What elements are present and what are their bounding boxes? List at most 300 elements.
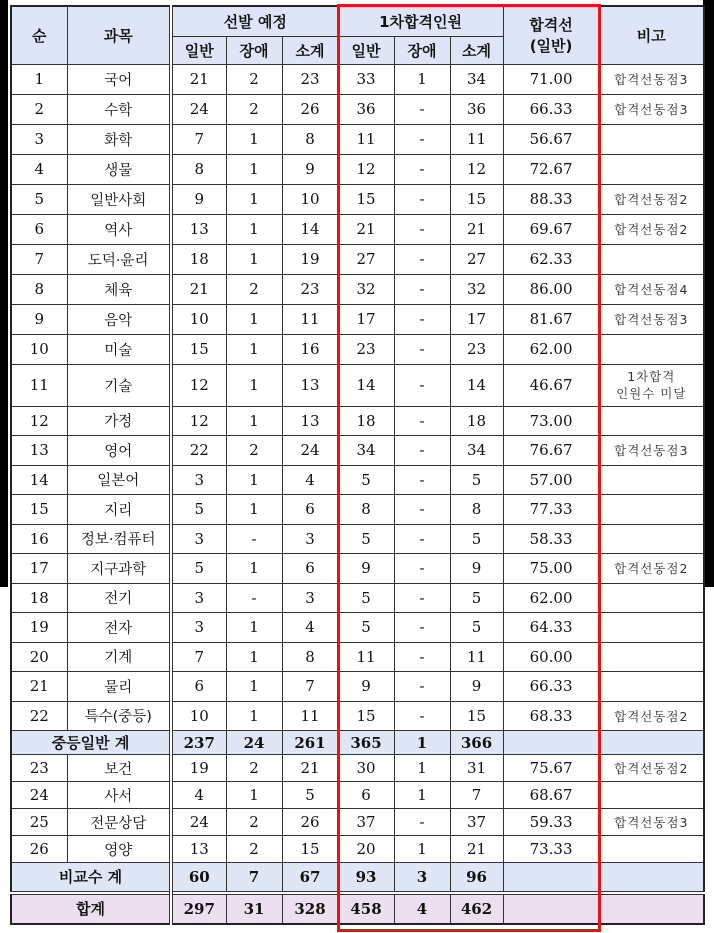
row-cutoff: 86.00 [503,274,599,304]
row-f-dis: - [394,214,450,244]
row-p-gen: 22 [171,436,226,466]
row-note: 합격선동점2 [599,554,704,584]
row-cutoff: 59.33 [503,809,599,836]
row-note [599,465,704,495]
row-p-dis: 1 [226,613,282,643]
row-note [599,863,704,893]
row-f-gen: 458 [338,893,394,924]
row-f-sub: 23 [450,334,503,364]
row-subject: 미술 [67,334,171,364]
row-cutoff: 75.00 [503,554,599,584]
row-p-dis: 31 [226,893,282,924]
row-p-dis: - [226,583,282,613]
row-f-dis: - [394,184,450,214]
row-p-sub: 13 [282,406,338,436]
row-cutoff: 88.33 [503,184,599,214]
row-p-dis: 1 [226,495,282,525]
row-f-sub: 11 [450,124,503,154]
row-p-dis: 1 [226,214,282,244]
row-f-gen: 6 [338,782,394,809]
row-p-dis: - [226,524,282,554]
row-f-gen: 17 [338,304,394,334]
row-no: 6 [11,214,67,244]
row-note: 합격선동점3 [599,64,704,94]
row-cutoff: 73.33 [503,836,599,863]
row-f-gen: 8 [338,495,394,525]
row-subject: 영양 [67,836,171,863]
table-row [11,465,704,495]
row-f-dis: - [394,274,450,304]
row-f-dis: - [394,304,450,334]
row-p-gen: 21 [171,64,226,94]
row-p-dis: 2 [226,436,282,466]
row-p-gen: 3 [171,524,226,554]
row-p-gen: 19 [171,755,226,782]
row-p-gen: 12 [171,364,226,406]
row-note: 합격선동점3 [599,436,704,466]
table-row [11,809,704,836]
black-margin-left [0,0,8,587]
row-p-gen: 24 [171,94,226,124]
row-f-dis: - [394,495,450,525]
row-f-sub: 36 [450,94,503,124]
row-note [599,583,704,613]
row-p-gen: 6 [171,672,226,702]
row-f-sub: 8 [450,495,503,525]
header-first-disabled: 장애 [394,36,450,64]
row-f-sub: 15 [450,701,503,731]
row-p-dis: 2 [226,64,282,94]
table-row [11,554,704,584]
row-note: 합격선동점2 [599,701,704,731]
row-no: 11 [11,364,67,406]
row-f-sub: 21 [450,214,503,244]
row-f-dis: - [394,701,450,731]
row-f-gen: 5 [338,465,394,495]
row-f-sub: 9 [450,672,503,702]
row-f-sub: 5 [450,583,503,613]
row-subject: 도덕·윤리 [67,244,171,274]
row-p-dis: 1 [226,554,282,584]
row-label: 합계 [11,893,171,924]
row-label: 중등일반 계 [11,731,171,755]
header-planned: 선발 예정 [171,6,338,36]
row-p-gen: 3 [171,583,226,613]
row-note: 합격선동점3 [599,304,704,334]
row-f-dis: 1 [394,782,450,809]
row-note [599,731,704,755]
row-note: 합격선동점4 [599,274,704,304]
row-no: 21 [11,672,67,702]
row-note: 합격선동점3 [599,809,704,836]
row-f-gen: 14 [338,364,394,406]
row-subject: 보건 [67,755,171,782]
row-p-sub: 7 [282,672,338,702]
table-row [11,154,704,184]
row-p-gen: 13 [171,836,226,863]
row-p-gen: 10 [171,701,226,731]
row-subject: 역사 [67,214,171,244]
row-note [599,893,704,924]
row-no: 18 [11,583,67,613]
row-p-sub: 9 [282,154,338,184]
row-f-gen: 21 [338,214,394,244]
row-p-gen: 7 [171,642,226,672]
row-note [599,836,704,863]
row-p-dis: 1 [226,244,282,274]
row-note [599,495,704,525]
row-p-sub: 3 [282,583,338,613]
table-row [11,94,704,124]
row-p-sub: 26 [282,94,338,124]
row-f-gen: 11 [338,124,394,154]
row-f-dis: - [394,642,450,672]
row-note [599,364,704,406]
row-f-gen: 37 [338,809,394,836]
header-planned-disabled: 장애 [226,36,282,64]
row-p-gen: 13 [171,214,226,244]
row-p-sub: 67 [282,863,338,893]
row-p-gen: 5 [171,554,226,584]
row-p-gen: 237 [171,731,226,755]
row-p-sub: 4 [282,613,338,643]
row-no: 22 [11,701,67,731]
row-p-dis: 2 [226,274,282,304]
row-f-sub: 15 [450,184,503,214]
row-cutoff: 60.00 [503,642,599,672]
row-p-gen: 3 [171,613,226,643]
row-p-sub: 19 [282,244,338,274]
header-no: 순 [11,6,67,64]
row-f-dis: - [394,809,450,836]
row-p-sub: 11 [282,701,338,731]
row-note: 합격선동점2 [599,214,704,244]
row-f-gen: 30 [338,755,394,782]
table-row [11,836,704,863]
row-p-dis: 1 [226,184,282,214]
row-p-sub: 14 [282,214,338,244]
row-f-dis: 4 [394,893,450,924]
row-p-gen: 3 [171,465,226,495]
row-note [599,124,704,154]
table-row [11,524,704,554]
row-f-sub: 37 [450,809,503,836]
row-p-dis: 1 [226,701,282,731]
row-f-sub: 96 [450,863,503,893]
row-p-dis: 1 [226,154,282,184]
row-cutoff: 73.00 [503,406,599,436]
row-f-gen: 93 [338,863,394,893]
table-row [11,613,704,643]
row-no: 19 [11,613,67,643]
row-p-sub: 6 [282,495,338,525]
row-f-sub: 462 [450,893,503,924]
table-row [11,334,704,364]
row-p-dis: 1 [226,465,282,495]
row-f-dis: - [394,672,450,702]
row-note: 합격선동점2 [599,184,704,214]
recruitment-results-table [10,5,705,925]
row-cutoff: 75.67 [503,755,599,782]
table-row [11,64,704,94]
row-p-dis: 2 [226,836,282,863]
row-f-dis: - [394,524,450,554]
row-cutoff [503,863,599,893]
row-cutoff: 62.00 [503,334,599,364]
row-f-gen: 23 [338,334,394,364]
row-f-gen: 11 [338,642,394,672]
row-p-sub: 16 [282,334,338,364]
row-f-gen: 5 [338,583,394,613]
row-subject: 사서 [67,782,171,809]
row-f-sub: 14 [450,364,503,406]
header-first-pass: 1차합격인원 [338,6,503,36]
row-p-gen: 7 [171,124,226,154]
row-p-sub: 26 [282,809,338,836]
row-note [599,406,704,436]
row-f-sub: 17 [450,304,503,334]
row-f-dis: - [394,554,450,584]
row-label: 비교수 계 [11,863,171,893]
row-p-dis: 2 [226,809,282,836]
row-f-dis: - [394,364,450,406]
table-row [11,214,704,244]
row-note [599,642,704,672]
row-f-gen: 365 [338,731,394,755]
row-f-gen: 15 [338,701,394,731]
row-no: 23 [11,755,67,782]
row-p-gen: 8 [171,154,226,184]
row-f-dis: - [394,124,450,154]
header-cutoff [503,6,599,64]
row-p-gen: 60 [171,863,226,893]
row-cutoff: 77.33 [503,495,599,525]
row-f-sub: 11 [450,642,503,672]
row-no: 17 [11,554,67,584]
row-f-gen: 18 [338,406,394,436]
subtotal-row [11,731,704,755]
row-f-sub: 34 [450,436,503,466]
row-p-dis: 1 [226,334,282,364]
row-p-sub: 24 [282,436,338,466]
row-p-dis: 1 [226,304,282,334]
header-first-subtotal: 소계 [450,36,503,64]
row-p-sub: 8 [282,124,338,154]
row-subject: 물리 [67,672,171,702]
row-no: 3 [11,124,67,154]
row-f-sub: 18 [450,406,503,436]
row-f-gen: 32 [338,274,394,304]
row-cutoff: 58.33 [503,524,599,554]
row-f-sub: 366 [450,731,503,755]
row-subject: 가정 [67,406,171,436]
row-cutoff: 72.67 [503,154,599,184]
row-p-dis: 7 [226,863,282,893]
row-no: 5 [11,184,67,214]
table-row [11,274,704,304]
row-f-dis: - [394,94,450,124]
row-cutoff [503,731,599,755]
table-row [11,701,704,731]
table-row [11,364,704,406]
table-row [11,124,704,154]
row-cutoff: 68.67 [503,782,599,809]
row-f-sub: 7 [450,782,503,809]
row-p-sub: 328 [282,893,338,924]
row-f-gen: 34 [338,436,394,466]
row-f-gen: 27 [338,244,394,274]
row-no: 10 [11,334,67,364]
row-subject: 국어 [67,64,171,94]
row-f-dis: 1 [394,731,450,755]
row-note [599,154,704,184]
row-f-sub: 12 [450,154,503,184]
row-f-dis: - [394,465,450,495]
table-row [11,782,704,809]
row-p-sub: 8 [282,642,338,672]
row-p-dis: 24 [226,731,282,755]
table-row [11,583,704,613]
row-p-gen: 297 [171,893,226,924]
row-f-sub: 31 [450,755,503,782]
row-no: 2 [11,94,67,124]
row-subject: 생물 [67,154,171,184]
row-p-dis: 1 [226,642,282,672]
header-first-general: 일반 [338,36,394,64]
row-p-gen: 10 [171,304,226,334]
table-row [11,495,704,525]
row-f-dis: - [394,406,450,436]
row-f-gen: 9 [338,672,394,702]
row-subject: 정보·컴퓨터 [67,524,171,554]
row-f-dis: - [394,436,450,466]
row-f-gen: 5 [338,613,394,643]
row-f-gen: 5 [338,524,394,554]
row-no: 25 [11,809,67,836]
row-note [599,782,704,809]
row-p-dis: 1 [226,782,282,809]
row-subject: 영어 [67,436,171,466]
row-cutoff: 66.33 [503,672,599,702]
row-cutoff: 62.00 [503,583,599,613]
table-row [11,672,704,702]
row-subject: 전자 [67,613,171,643]
row-p-sub: 13 [282,364,338,406]
row-cutoff: 62.33 [503,244,599,274]
row-f-gen: 12 [338,154,394,184]
row-subject: 일본어 [67,465,171,495]
row-subject: 지리 [67,495,171,525]
table-row [11,755,704,782]
row-f-gen: 20 [338,836,394,863]
row-note [599,334,704,364]
row-cutoff: 76.67 [503,436,599,466]
row-p-sub: 23 [282,274,338,304]
row-f-sub: 5 [450,524,503,554]
row-f-sub: 5 [450,613,503,643]
row-f-gen: 15 [338,184,394,214]
row-f-dis: 1 [394,755,450,782]
table-row [11,406,704,436]
row-f-dis: 1 [394,836,450,863]
row-no: 1 [11,64,67,94]
row-p-sub: 15 [282,836,338,863]
row-p-gen: 15 [171,334,226,364]
row-no: 15 [11,495,67,525]
row-p-sub: 23 [282,64,338,94]
row-f-sub: 27 [450,244,503,274]
row-subject: 음악 [67,304,171,334]
row-p-gen: 24 [171,809,226,836]
row-p-sub: 4 [282,465,338,495]
row-cutoff: 68.33 [503,701,599,731]
row-no: 20 [11,642,67,672]
row-f-sub: 21 [450,836,503,863]
header-note: 비고 [599,6,704,64]
row-p-sub: 11 [282,304,338,334]
row-no: 24 [11,782,67,809]
row-cutoff: 71.00 [503,64,599,94]
row-no: 12 [11,406,67,436]
table-row [11,244,704,274]
row-p-dis: 2 [226,755,282,782]
header-planned-subtotal: 소계 [282,36,338,64]
row-p-sub: 21 [282,755,338,782]
row-cutoff [503,893,599,924]
row-no: 7 [11,244,67,274]
row-note-line1: 1차합격 [627,369,676,384]
row-no: 8 [11,274,67,304]
row-no: 26 [11,836,67,863]
header-cutoff-sub: (일반) [529,37,573,56]
row-subject: 전기 [67,583,171,613]
row-subject: 수학 [67,94,171,124]
row-f-gen: 33 [338,64,394,94]
row-f-dis: - [394,244,450,274]
row-note [599,613,704,643]
row-no: 9 [11,304,67,334]
row-cutoff: 69.67 [503,214,599,244]
row-p-dis: 1 [226,406,282,436]
row-p-gen: 4 [171,782,226,809]
row-f-dis: - [394,154,450,184]
row-subject: 기계 [67,642,171,672]
row-p-gen: 9 [171,184,226,214]
header-planned-general: 일반 [171,36,226,64]
row-p-dis: 1 [226,124,282,154]
row-p-sub: 261 [282,731,338,755]
row-p-gen: 18 [171,244,226,274]
row-p-sub: 5 [282,782,338,809]
row-subject: 전문상담 [67,809,171,836]
row-note: 합격선동점2 [599,755,704,782]
row-cutoff: 46.67 [503,364,599,406]
table-row [11,436,704,466]
row-note [599,244,704,274]
row-note: 합격선동점3 [599,94,704,124]
row-p-gen: 12 [171,406,226,436]
row-p-dis: 2 [226,94,282,124]
row-subject: 화학 [67,124,171,154]
row-no: 13 [11,436,67,466]
row-subject: 체육 [67,274,171,304]
row-subject: 지구과학 [67,554,171,584]
row-no: 14 [11,465,67,495]
table-row [11,642,704,672]
row-f-sub: 34 [450,64,503,94]
row-f-gen: 9 [338,554,394,584]
row-f-sub: 32 [450,274,503,304]
